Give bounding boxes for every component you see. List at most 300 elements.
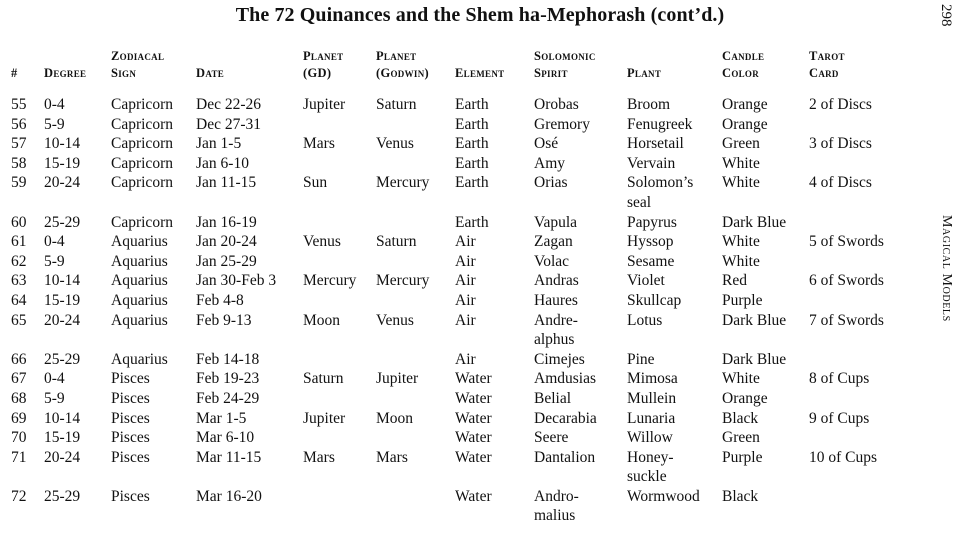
cell-planet-gd-line: Jupiter [303, 96, 346, 113]
header-candle-color [717, 48, 804, 95]
cell-number-line: 69 [11, 409, 27, 427]
cell-plant [622, 291, 717, 311]
cell-number-line: 66 [11, 350, 27, 368]
cell-planet-gd [298, 350, 371, 370]
cell-zodiacal-sign-line: Aquarius [111, 311, 168, 329]
cell-solomonic-spirit [529, 154, 622, 174]
cell-candle-color [717, 232, 804, 252]
cell-planet-godwin [371, 409, 450, 429]
cell-candle-color [717, 428, 804, 448]
cell-number [6, 115, 39, 135]
cell-date [191, 252, 298, 272]
cell-planet-godwin [371, 271, 450, 291]
cell-element-line: Earth [455, 96, 489, 113]
cell-date [191, 311, 298, 350]
cell-plant-line: suckle [627, 468, 667, 486]
table-row [6, 311, 923, 350]
cell-plant-line: Hyssop [627, 233, 674, 251]
header-candle-color-line: Color [722, 66, 760, 80]
cell-plant-line: Honey- [627, 448, 674, 466]
cell-candle-color [717, 134, 804, 154]
cell-tarot-card-line: 3 of Discs [809, 135, 872, 153]
cell-degree [39, 252, 106, 272]
cell-number [6, 487, 39, 526]
cell-degree [39, 291, 106, 311]
cell-plant-line: Violet [627, 272, 665, 290]
cell-solomonic-spirit [529, 271, 622, 291]
cell-candle-color-line: Black [722, 487, 759, 505]
cell-planet-godwin-line: Saturn [376, 233, 417, 251]
cell-tarot-card-line: 4 of Discs [809, 174, 872, 192]
cell-plant [622, 95, 717, 115]
cell-element [450, 311, 529, 350]
cell-tarot-card [804, 487, 923, 526]
cell-zodiacal-sign [106, 271, 191, 291]
cell-zodiacal-sign-line: Capricorn [111, 96, 173, 113]
cell-tarot-card [804, 232, 923, 252]
cell-number-line: 61 [11, 233, 27, 251]
cell-degree-line: 10-14 [44, 135, 81, 153]
cell-date-line: Jan 11-15 [196, 174, 257, 192]
cell-solomonic-spirit-line: Haures [534, 291, 578, 309]
header-planet-gd [298, 48, 371, 95]
cell-candle-color [717, 311, 804, 350]
cell-planet-gd [298, 154, 371, 174]
cell-degree-line: 15-19 [44, 291, 81, 309]
cell-date [191, 428, 298, 448]
cell-plant [622, 311, 717, 350]
cell-tarot-card [804, 291, 923, 311]
cell-solomonic-spirit [529, 369, 622, 389]
cell-planet-gd [298, 95, 371, 115]
cell-solomonic-spirit-line: Zagan [534, 233, 573, 251]
cell-number [6, 311, 39, 350]
cell-degree [39, 369, 106, 389]
cell-planet-gd-line: Mars [303, 448, 335, 466]
cell-zodiacal-sign [106, 213, 191, 233]
cell-number [6, 134, 39, 154]
cell-planet-gd [298, 134, 371, 154]
cell-zodiacal-sign-line: Pisces [111, 487, 150, 505]
cell-plant-line: Fenugreek [627, 115, 693, 133]
cell-element [450, 154, 529, 174]
cell-plant [622, 134, 717, 154]
cell-plant [622, 252, 717, 272]
header-solomonic-spirit-line: Spirit [534, 66, 568, 80]
cell-element [450, 271, 529, 291]
cell-zodiacal-sign [106, 115, 191, 135]
cell-zodiacal-sign-line: Pisces [111, 370, 150, 388]
cell-degree-line: 20-24 [44, 174, 81, 192]
cell-number-line: 58 [11, 154, 27, 172]
cell-date [191, 173, 298, 212]
cell-tarot-card [804, 95, 923, 115]
header-element [450, 48, 529, 95]
cell-plant [622, 173, 717, 212]
cell-number-line: 55 [11, 96, 27, 113]
cell-solomonic-spirit [529, 311, 622, 350]
cell-number [6, 154, 39, 174]
header-planet-godwin [371, 48, 450, 95]
cell-solomonic-spirit [529, 232, 622, 252]
table-header-row [6, 48, 923, 95]
cell-solomonic-spirit [529, 213, 622, 233]
cell-solomonic-spirit-line: Dantalion [534, 448, 596, 466]
cell-date-line: Mar 1-5 [196, 409, 247, 427]
cell-solomonic-spirit [529, 350, 622, 370]
cell-degree [39, 311, 106, 350]
cell-tarot-card [804, 409, 923, 429]
cell-solomonic-spirit [529, 409, 622, 429]
cell-tarot-card [804, 428, 923, 448]
header-planet-gd-line: Planet [303, 49, 344, 63]
cell-plant-line: seal [627, 193, 652, 211]
cell-date-line: Jan 20-24 [196, 233, 257, 251]
cell-candle-color-line: Dark Blue [722, 350, 787, 368]
cell-candle-color-line: Red [722, 272, 747, 290]
cell-degree-line: 20-24 [44, 448, 81, 466]
cell-element [450, 252, 529, 272]
cell-date-line: Jan 6-10 [196, 154, 249, 172]
cell-zodiacal-sign-line: Aquarius [111, 252, 168, 270]
cell-tarot-card [804, 311, 923, 350]
header-zodiacal-sign-line: Sign [111, 66, 137, 80]
header-date [191, 48, 298, 95]
cell-solomonic-spirit-line: Gremory [534, 115, 590, 133]
cell-date [191, 271, 298, 291]
cell-planet-godwin [371, 213, 450, 233]
cell-plant-line: Papyrus [627, 213, 677, 231]
cell-degree-line: 15-19 [44, 154, 81, 172]
header-solomonic-spirit-line: Solomonic [534, 49, 596, 63]
cell-planet-gd [298, 213, 371, 233]
cell-plant [622, 428, 717, 448]
cell-solomonic-spirit-line: Volac [534, 252, 570, 270]
cell-plant-line: Horsetail [627, 135, 684, 153]
cell-solomonic-spirit-line: alphus [534, 331, 575, 349]
header-planet-godwin-line: (Godwin) [376, 66, 429, 80]
cell-planet-godwin [371, 154, 450, 174]
cell-planet-gd-line: Jupiter [303, 409, 346, 427]
cell-date [191, 369, 298, 389]
cell-solomonic-spirit-line: Amy [534, 154, 565, 172]
cell-degree-line: 10-14 [44, 272, 81, 290]
table-row [6, 173, 923, 212]
cell-number [6, 232, 39, 252]
cell-date-line: Feb 14-18 [196, 350, 260, 368]
header-planet-godwin-line: Planet [376, 49, 417, 63]
header-planet-gd-line: (GD) [303, 66, 332, 80]
cell-degree-line: 5-9 [44, 115, 65, 133]
cell-plant [622, 350, 717, 370]
cell-element-line: Air [455, 233, 476, 251]
cell-candle-color-line: Purple [722, 291, 763, 309]
cell-tarot-card-line: 9 of Cups [809, 409, 870, 427]
cell-tarot-card [804, 369, 923, 389]
cell-solomonic-spirit-line: Vapula [534, 213, 578, 231]
cell-planet-godwin-line: Jupiter [376, 370, 419, 388]
cell-zodiacal-sign-line: Pisces [111, 409, 150, 427]
cell-number-line: 63 [11, 272, 27, 290]
cell-date [191, 350, 298, 370]
cell-element-line: Water [455, 448, 492, 466]
cell-solomonic-spirit-line: Decarabia [534, 409, 597, 427]
cell-date [191, 232, 298, 252]
cell-tarot-card [804, 350, 923, 370]
cell-element-line: Earth [455, 135, 489, 153]
cell-zodiacal-sign-line: Aquarius [111, 291, 168, 309]
cell-number [6, 428, 39, 448]
cell-plant-line: Pine [627, 350, 655, 368]
cell-number [6, 350, 39, 370]
cell-degree [39, 213, 106, 233]
cell-planet-gd [298, 369, 371, 389]
cell-solomonic-spirit-line: Amdusias [534, 370, 596, 388]
cell-candle-color-line: White [722, 252, 760, 270]
cell-tarot-card [804, 271, 923, 291]
cell-date [191, 389, 298, 409]
cell-planet-godwin [371, 134, 450, 154]
cell-number [6, 213, 39, 233]
cell-date-line: Feb 4-8 [196, 291, 244, 309]
cell-degree [39, 428, 106, 448]
cell-planet-gd-line: Mars [303, 135, 335, 153]
cell-candle-color [717, 389, 804, 409]
cell-plant [622, 232, 717, 252]
header-plant [622, 48, 717, 95]
cell-candle-color [717, 448, 804, 487]
cell-zodiacal-sign-line: Capricorn [111, 135, 173, 153]
table-body [6, 95, 923, 526]
cell-candle-color [717, 213, 804, 233]
cell-zodiacal-sign [106, 389, 191, 409]
cell-date-line: Dec 27-31 [196, 115, 261, 133]
cell-date [191, 154, 298, 174]
cell-number [6, 173, 39, 212]
cell-degree [39, 173, 106, 212]
cell-planet-gd [298, 232, 371, 252]
cell-solomonic-spirit-line: Orias [534, 174, 568, 192]
cell-number-line: 64 [11, 291, 27, 309]
cell-number-line: 72 [11, 487, 27, 505]
cell-planet-gd [298, 389, 371, 409]
cell-number-line: 56 [11, 115, 27, 133]
cell-date-line: Feb 19-23 [196, 370, 260, 388]
cell-solomonic-spirit [529, 95, 622, 115]
cell-degree [39, 134, 106, 154]
table-row [6, 350, 923, 370]
cell-number [6, 291, 39, 311]
cell-date-line: Jan 25-29 [196, 252, 257, 270]
cell-zodiacal-sign-line: Aquarius [111, 350, 168, 368]
table-row [6, 154, 923, 174]
cell-planet-gd [298, 291, 371, 311]
header-candle-color-line: Candle [722, 49, 765, 63]
cell-zodiacal-sign-line: Aquarius [111, 233, 168, 251]
cell-solomonic-spirit [529, 291, 622, 311]
cell-solomonic-spirit [529, 134, 622, 154]
cell-candle-color [717, 173, 804, 212]
cell-zodiacal-sign [106, 409, 191, 429]
cell-planet-gd-line: Venus [303, 233, 341, 251]
cell-planet-gd [298, 487, 371, 526]
cell-date [191, 213, 298, 233]
cell-zodiacal-sign [106, 448, 191, 487]
cell-element-line: Earth [455, 174, 489, 192]
cell-element [450, 389, 529, 409]
cell-element-line: Water [455, 487, 492, 505]
cell-element-line: Air [455, 291, 476, 309]
cell-zodiacal-sign [106, 369, 191, 389]
table-row [6, 95, 923, 115]
cell-solomonic-spirit-line: Belial [534, 389, 572, 407]
cell-date [191, 134, 298, 154]
cell-date [191, 291, 298, 311]
cell-zodiacal-sign [106, 350, 191, 370]
cell-planet-godwin [371, 115, 450, 135]
table-row [6, 134, 923, 154]
cell-tarot-card [804, 213, 923, 233]
cell-element-line: Earth [455, 154, 489, 172]
cell-tarot-card [804, 252, 923, 272]
cell-element [450, 350, 529, 370]
cell-element [450, 134, 529, 154]
cell-degree [39, 271, 106, 291]
cell-planet-godwin [371, 350, 450, 370]
header-element-line: Element [455, 66, 505, 80]
header-tarot-card-line: Tarot [809, 49, 845, 63]
cell-planet-gd [298, 428, 371, 448]
cell-number-line: 59 [11, 174, 27, 192]
cell-candle-color [717, 271, 804, 291]
cell-plant [622, 409, 717, 429]
cell-element [450, 95, 529, 115]
cell-degree [39, 154, 106, 174]
cell-zodiacal-sign [106, 134, 191, 154]
cell-zodiacal-sign-line: Capricorn [111, 174, 173, 192]
cell-degree [39, 487, 106, 526]
cell-solomonic-spirit [529, 173, 622, 212]
cell-element [450, 487, 529, 526]
cell-tarot-card [804, 389, 923, 409]
cell-plant-line: Solomon’s [627, 174, 694, 192]
header-tarot-card-line: Card [809, 66, 839, 80]
cell-plant-line: Broom [627, 96, 671, 113]
cell-tarot-card-line: 8 of Cups [809, 370, 870, 388]
cell-number-line: 60 [11, 213, 27, 231]
cell-element-line: Air [455, 350, 476, 368]
cell-plant-line: Skullcap [627, 291, 682, 309]
cell-planet-godwin [371, 428, 450, 448]
table-row [6, 271, 923, 291]
cell-tarot-card-line: 7 of Swords [809, 311, 884, 329]
cell-candle-color [717, 252, 804, 272]
cell-tarot-card [804, 134, 923, 154]
cell-tarot-card [804, 173, 923, 212]
table-row [6, 232, 923, 252]
cell-zodiacal-sign-line: Capricorn [111, 213, 173, 231]
cell-tarot-card [804, 154, 923, 174]
cell-candle-color [717, 369, 804, 389]
table-row [6, 409, 923, 429]
header-plant-line: Plant [627, 66, 662, 80]
cell-element-line: Water [455, 409, 492, 427]
cell-solomonic-spirit-line: Orobas [534, 96, 579, 113]
cell-planet-godwin [371, 369, 450, 389]
cell-plant-line: Lunaria [627, 409, 676, 427]
cell-number-line: 70 [11, 429, 27, 447]
cell-number-line: 62 [11, 252, 27, 270]
cell-planet-godwin [371, 291, 450, 311]
table-row [6, 369, 923, 389]
cell-element [450, 232, 529, 252]
table-row [6, 291, 923, 311]
table-row [6, 389, 923, 409]
cell-number [6, 252, 39, 272]
cell-plant-line: Lotus [627, 311, 663, 329]
cell-candle-color-line: Dark Blue [722, 213, 787, 231]
cell-solomonic-spirit-line: Seere [534, 429, 569, 447]
table-row [6, 115, 923, 135]
cell-zodiacal-sign-line: Aquarius [111, 272, 168, 290]
cell-solomonic-spirit [529, 487, 622, 526]
cell-plant [622, 154, 717, 174]
cell-planet-godwin [371, 389, 450, 409]
cell-number-line: 65 [11, 311, 27, 329]
cell-planet-gd [298, 115, 371, 135]
cell-degree-line: 25-29 [44, 487, 81, 505]
cell-zodiacal-sign [106, 428, 191, 448]
cell-tarot-card [804, 115, 923, 135]
cell-degree-line: 25-29 [44, 350, 81, 368]
cell-date-line: Feb 9-13 [196, 311, 252, 329]
cell-solomonic-spirit [529, 389, 622, 409]
cell-tarot-card-line: 2 of Discs [809, 96, 872, 113]
cell-planet-godwin [371, 173, 450, 212]
cell-planet-godwin [371, 448, 450, 487]
cell-number [6, 389, 39, 409]
cell-tarot-card-line: 6 of Swords [809, 272, 884, 290]
cell-planet-gd [298, 311, 371, 350]
cell-element-line: Water [455, 429, 492, 447]
cell-number-line: 71 [11, 448, 27, 466]
cell-planet-gd-line: Mercury [303, 272, 357, 290]
cell-planet-godwin-line: Venus [376, 135, 414, 153]
cell-element-line: Air [455, 272, 476, 290]
cell-candle-color [717, 115, 804, 135]
header-tarot-card [804, 48, 923, 95]
cell-plant-line: Mimosa [627, 370, 678, 388]
cell-date-line: Mar 6-10 [196, 429, 255, 447]
cell-solomonic-spirit [529, 252, 622, 272]
header-zodiacal-sign-line: Zodiacal [111, 49, 165, 63]
cell-number [6, 95, 39, 115]
cell-plant-line: Willow [627, 429, 673, 447]
cell-date-line: Jan 16-19 [196, 213, 257, 231]
cell-plant [622, 487, 717, 526]
cell-candle-color-line: White [722, 174, 760, 192]
cell-zodiacal-sign [106, 232, 191, 252]
cell-planet-gd-line: Moon [303, 311, 341, 329]
cell-element-line: Water [455, 370, 492, 388]
cell-element [450, 369, 529, 389]
cell-tarot-card-line: 10 of Cups [809, 448, 878, 466]
cell-degree [39, 448, 106, 487]
cell-planet-godwin-line: Moon [376, 409, 414, 427]
header-solomonic-spirit [529, 48, 622, 95]
cell-solomonic-spirit-line: Andro- [534, 487, 579, 505]
cell-solomonic-spirit [529, 448, 622, 487]
